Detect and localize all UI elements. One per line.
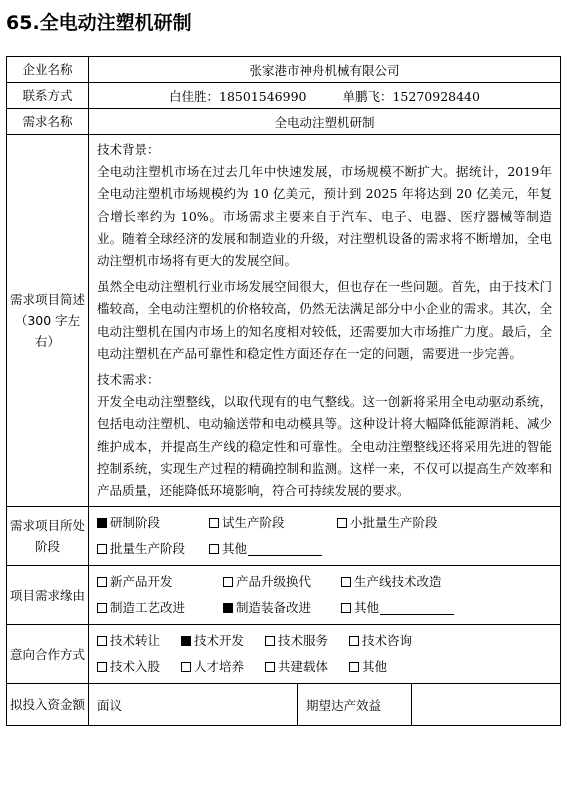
checkbox[interactable] <box>265 662 275 672</box>
coop-option[interactable] <box>181 654 265 680</box>
checkbox[interactable] <box>341 577 351 587</box>
checkbox[interactable] <box>209 518 219 528</box>
contact-person-2: 单鹏飞：15270928440 <box>342 88 480 104</box>
benefit-label: 期望达产效益 <box>298 684 412 725</box>
stage-label: 需求项目所处阶段 <box>7 507 89 566</box>
origin-option[interactable] <box>97 595 223 621</box>
origin-option[interactable] <box>341 595 454 621</box>
coop-option[interactable] <box>349 654 387 680</box>
option-label: 产品升级换代 <box>236 574 312 590</box>
option-label: 批量生产阶段 <box>110 541 186 557</box>
stage-row <box>7 507 561 566</box>
invest-label: 拟投入资金额 <box>7 684 89 726</box>
option-label: 研制阶段 <box>110 515 161 531</box>
checkbox[interactable] <box>209 544 219 554</box>
contact-value <box>89 83 561 109</box>
option-label: 小批量生产阶段 <box>350 515 438 531</box>
coop-label: 意向合作方式 <box>7 625 89 684</box>
option-label: 试生产阶段 <box>222 515 285 531</box>
stage-option[interactable] <box>97 510 209 536</box>
document-title: 65.全电动注塑机研制 <box>6 12 192 34</box>
option-label: 制造工艺改进 <box>110 600 186 616</box>
company-label: 企业名称 <box>7 57 89 83</box>
coop-option[interactable] <box>181 628 265 654</box>
checkbox[interactable] <box>337 518 347 528</box>
option-label: 其他 <box>362 659 388 675</box>
origin-label: 项目需求缘由 <box>7 566 89 625</box>
background-paragraph-1: 全电动注塑机市场在过去几年中快速发展，市场规模不断扩大。据统计，2019年全电动注塑机市场规模约为 10 亿美元，预计到 2025 年将达到 20 亿美元，年复合增长率约为 10%。市场需求主要来自于汽车、电子、电器、医疗器械等制造业。随着全球经济的发展和制造业的升级，对注塑机设备的需求将不断增加，全电动注塑机市场将有更大的发展空间。 <box>97 164 552 269</box>
option-label: 技术服务 <box>278 633 329 649</box>
checkbox[interactable] <box>97 577 107 587</box>
checkbox[interactable] <box>349 636 359 646</box>
checkbox[interactable] <box>97 518 107 528</box>
need-heading: 技术需求： <box>97 372 160 388</box>
demand-form-table <box>6 56 561 726</box>
checkbox[interactable] <box>97 636 107 646</box>
option-label: 制造装备改进 <box>236 600 312 616</box>
need-paragraph: 开发全电动注塑整线，以取代现有的电气整线。这一创新将采用全电动驱动系统，包括电动注塑机、电动输送带和电动模具等。这种设计将大幅降低能源消耗、减少维护成本，并提高生产线的稳定性和可靠性。全电动注塑整线还将采用先进的智能控制系统，实现生产过程的精确控制和监测。这样一来，不仅可以提高生产效率和产品质量，还能降低环境影响，符合可持续发展的要求。 <box>97 394 552 499</box>
invest-body <box>89 684 561 726</box>
background-heading: 技术背景： <box>97 142 160 157</box>
checkbox[interactable] <box>97 544 107 554</box>
invest-row <box>7 684 561 726</box>
background-paragraph-2: 虽然全电动注塑机行业市场发展空间很大，但也存在一些问题。首先，由于技术门槛较高，全电动注塑机的价格较高，仍然无法满足部分中小企业的需求。其次，全电动注塑机在国内市场上的知名度相对较低，还需要加大市场推广力度。最后，全电动注塑机在产品可靠性和稳定性方面还存在一定的问题，需要进一步完善。 <box>97 279 552 361</box>
benefit-value[interactable] <box>412 684 560 725</box>
description-label: 需求项目简述（300 字左右） <box>7 135 89 507</box>
checkbox[interactable] <box>223 603 233 613</box>
option-label: 技术咨询 <box>362 633 413 649</box>
coop-option[interactable] <box>97 628 181 654</box>
origin-option[interactable] <box>341 569 442 595</box>
description-row <box>7 135 561 507</box>
checkbox[interactable] <box>181 636 191 646</box>
option-label: 技术开发 <box>194 633 245 649</box>
option-label: 人才培养 <box>194 659 245 675</box>
option-label: 技术转让 <box>110 633 161 649</box>
checkbox[interactable] <box>97 603 107 613</box>
origin-row <box>7 566 561 625</box>
company-row <box>7 57 561 83</box>
option-label: 新产品开发 <box>110 574 173 590</box>
demand-name-label: 需求名称 <box>7 109 89 135</box>
option-label: 生产线技术改造 <box>354 574 442 590</box>
contact-row <box>7 83 561 109</box>
other-blank[interactable] <box>380 601 454 615</box>
checkbox[interactable] <box>223 577 233 587</box>
origin-option[interactable] <box>223 595 341 621</box>
coop-option[interactable] <box>97 654 181 680</box>
invest-value: 面议 <box>89 684 298 725</box>
coop-option[interactable] <box>265 628 349 654</box>
option-label: 其他 <box>222 541 248 557</box>
origin-options <box>89 566 561 625</box>
checkbox[interactable] <box>97 662 107 672</box>
checkbox[interactable] <box>341 603 351 613</box>
checkbox[interactable] <box>349 662 359 672</box>
origin-option[interactable] <box>97 569 223 595</box>
company-value: 张家港市神舟机械有限公司 <box>89 57 561 83</box>
stage-option[interactable] <box>209 536 322 562</box>
option-label: 技术入股 <box>110 659 161 675</box>
contact-label: 联系方式 <box>7 83 89 109</box>
stage-option[interactable] <box>97 536 209 562</box>
coop-option[interactable] <box>265 654 349 680</box>
other-blank[interactable] <box>248 542 322 556</box>
demand-name-row <box>7 109 561 135</box>
checkbox[interactable] <box>181 662 191 672</box>
coop-row <box>7 625 561 684</box>
coop-option[interactable] <box>349 628 412 654</box>
origin-option[interactable] <box>223 569 341 595</box>
demand-name-value: 全电动注塑机研制 <box>89 109 561 135</box>
stage-option[interactable] <box>337 510 438 536</box>
option-label: 共建载体 <box>278 659 329 675</box>
checkbox[interactable] <box>265 636 275 646</box>
stage-options <box>89 507 561 566</box>
contact-person-1: 白佳胜：18501546990 <box>169 88 307 104</box>
description-body <box>89 135 561 507</box>
stage-option[interactable] <box>209 510 337 536</box>
option-label: 其他 <box>354 600 380 616</box>
coop-options <box>89 625 561 684</box>
